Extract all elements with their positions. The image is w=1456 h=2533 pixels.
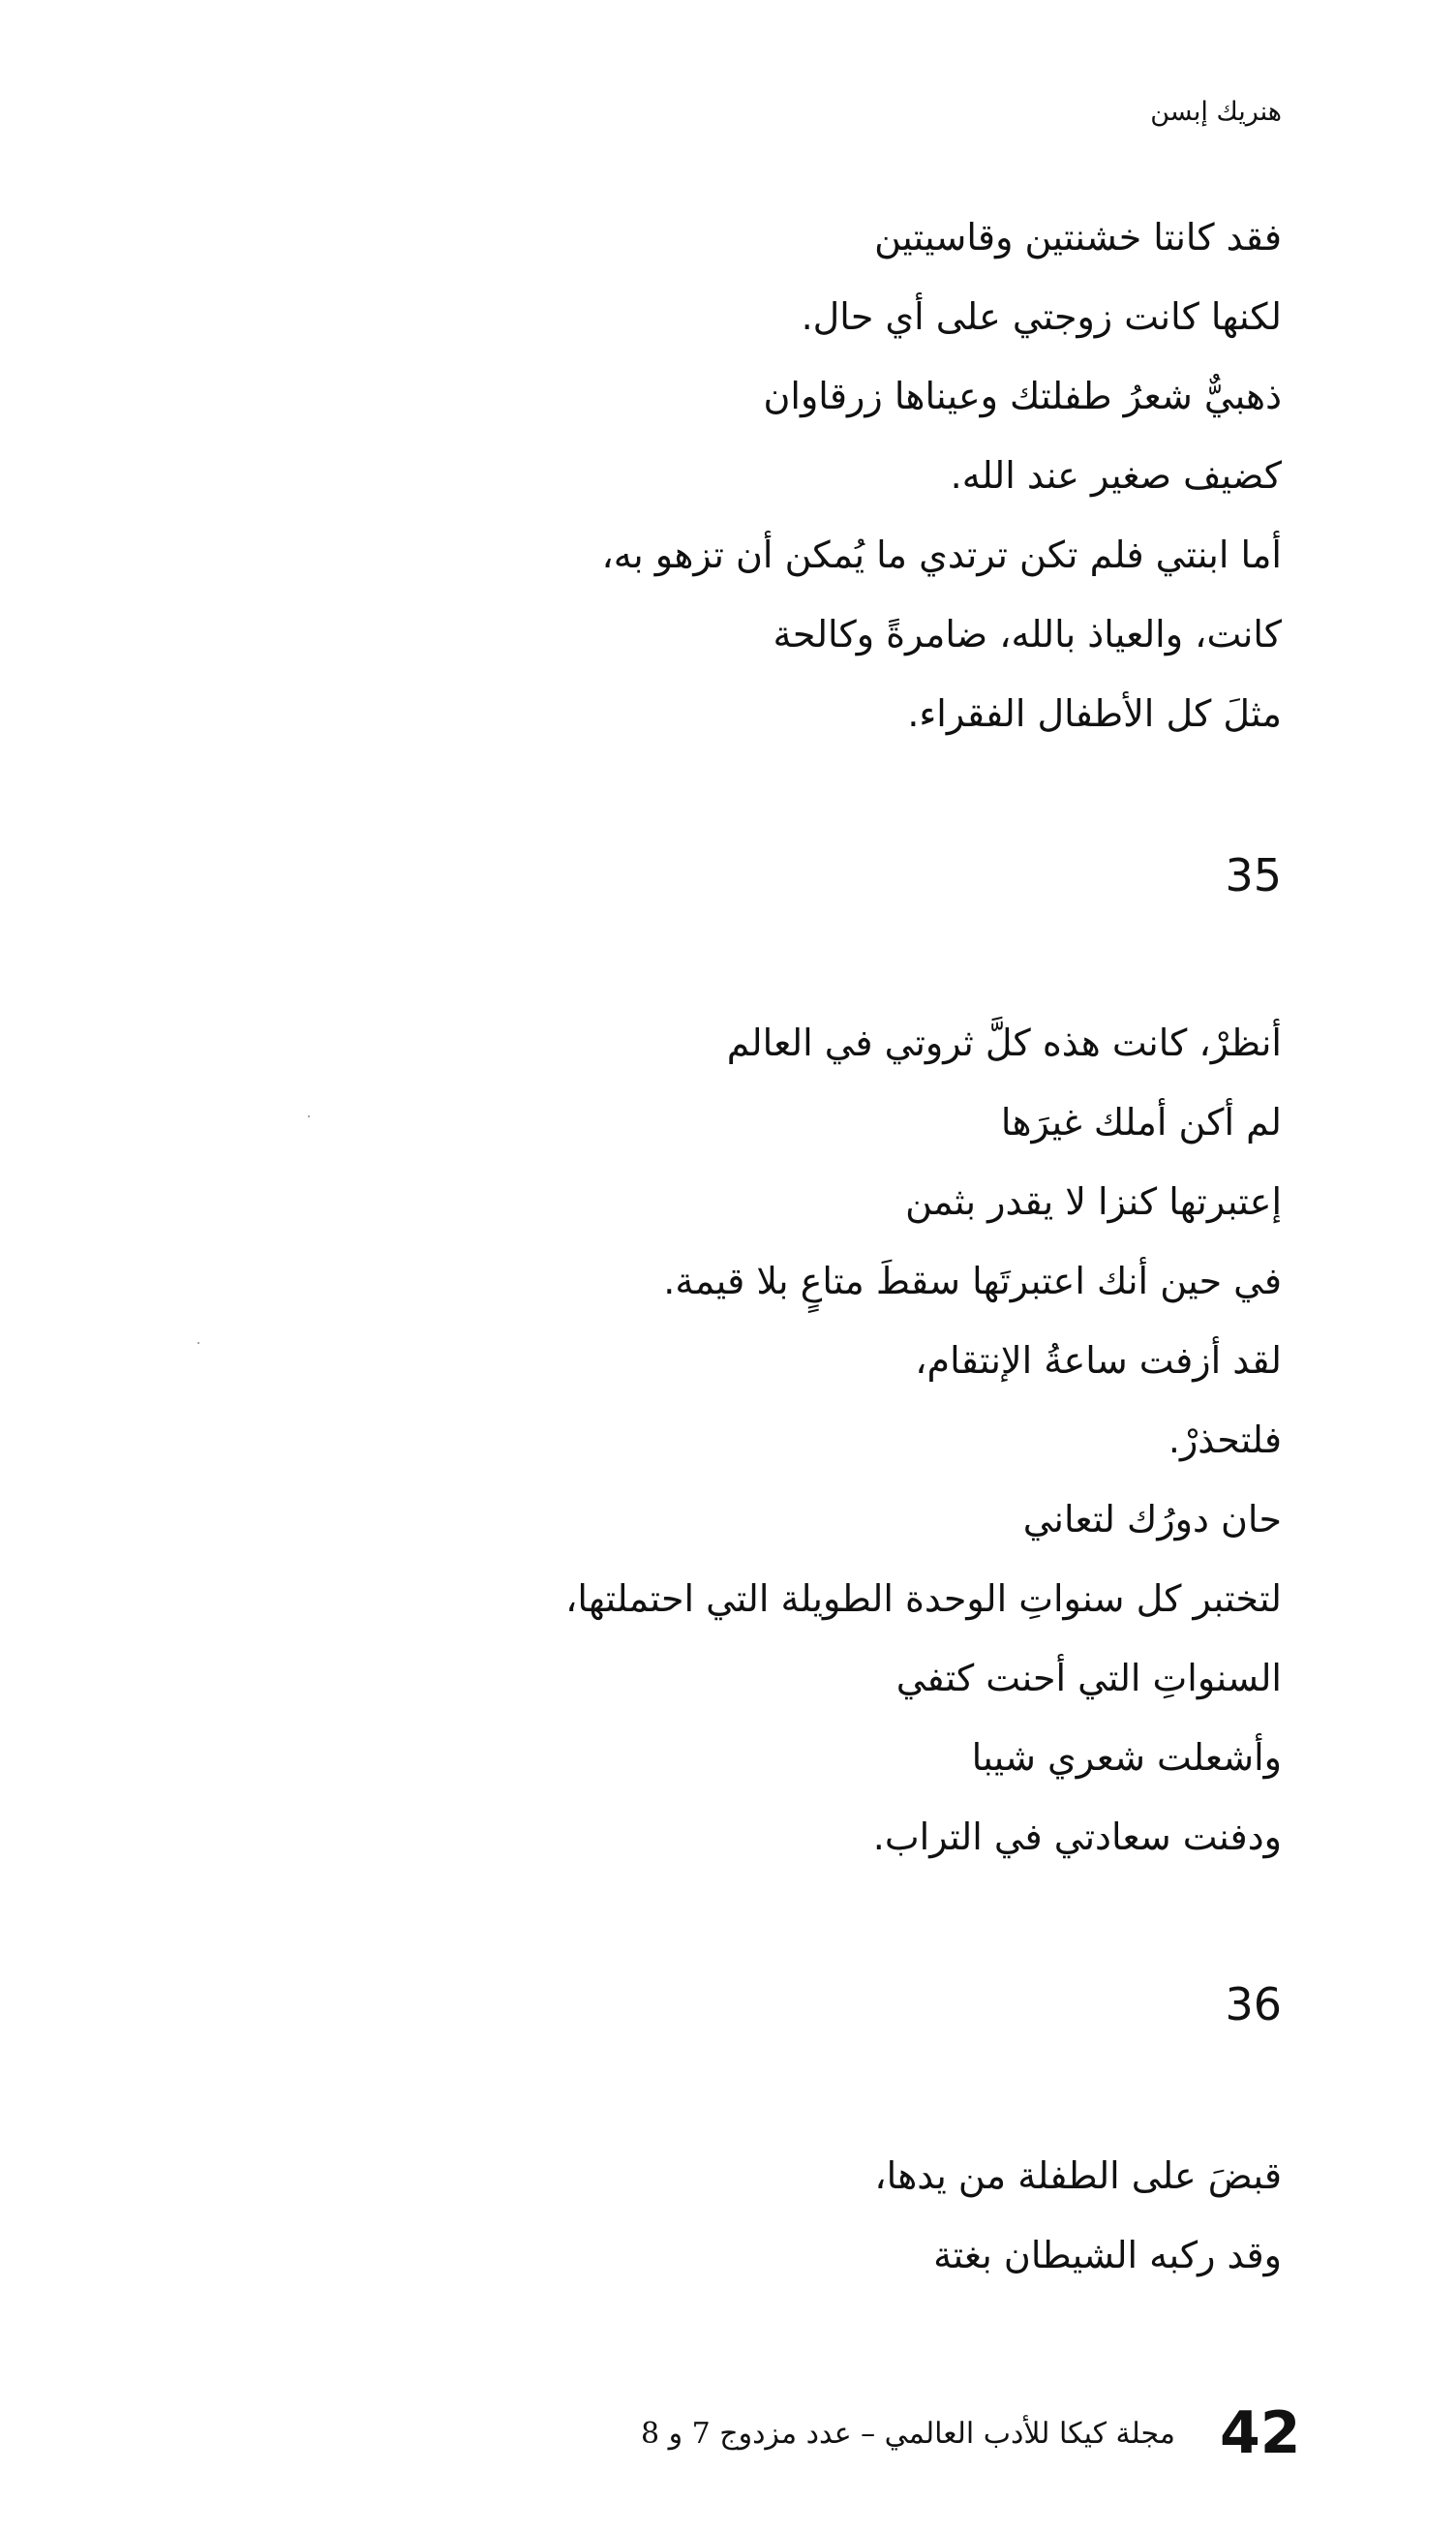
page-number: 42	[1220, 2399, 1301, 2467]
verse-line: كضيف صغير عند الله.	[950, 454, 1282, 497]
stanza-35	[565, 1003, 1282, 1877]
scan-speck	[197, 1342, 199, 1344]
verse-line: لم أكن أملك غيرَها	[1000, 1101, 1282, 1144]
section-number-36: 36	[1225, 1978, 1282, 2030]
verse-line: ذهبيٌّ شعرُ طفلتك وعيناها زرقاوان	[763, 375, 1282, 417]
verse-line: وأشعلت شعري شيبا	[971, 1736, 1282, 1779]
verse-line: السنواتِ التي أحنت كتفي	[895, 1657, 1282, 1699]
journal-title: مجلة كيكا للأدب العالمي – عدد مزدوج 7 و 8	[640, 2417, 1175, 2451]
verse-line: ودفنت سعادتي في التراب.	[872, 1816, 1282, 1858]
verse-line: إعتبرتها كنزا لا يقدر بثمن	[905, 1180, 1282, 1223]
verse-line: لتختبر كل سنواتِ الوحدة الطويلة التي احتملتها،	[565, 1577, 1282, 1620]
verse-line: حان دورُك لتعاني	[1022, 1498, 1282, 1541]
verse-line: أنظرْ، كانت هذه كلَّ ثروتي في العالم	[726, 1022, 1282, 1064]
scan-speck	[308, 1115, 310, 1117]
stanza-continuation	[601, 198, 1282, 753]
running-header: هنريك إبسن	[1150, 97, 1282, 127]
verse-line: فقد كانتا خشنتين وقاسيتين	[874, 216, 1282, 259]
verse-line: قبضَ على الطفلة من يدها،	[874, 2154, 1282, 2197]
verse-line: فلتحذرْ.	[1168, 1419, 1282, 1461]
verse-line: وقد ركبه الشيطان بغتة	[933, 2234, 1282, 2276]
verse-line: في حين أنك اعتبرتَها سقطَ متاعٍ بلا قيمة.	[663, 1260, 1282, 1302]
stanza-36	[874, 2136, 1282, 2295]
verse-line: أما ابنتي فلم تكن ترتدي ما يُمكن أن تزهو به،	[601, 534, 1282, 576]
page-footer	[0, 2399, 1456, 2477]
verse-line: لقد أزفت ساعةُ الإنتقام،	[915, 1339, 1282, 1382]
verse-line: مثلَ كل الأطفال الفقراء.	[907, 692, 1282, 735]
section-number-35: 35	[1225, 849, 1282, 901]
verse-line: لكنها كانت زوجتي على أي حال.	[801, 295, 1282, 338]
verse-line: كانت، والعياذ بالله، ضامرةً وكالحة	[773, 613, 1282, 656]
